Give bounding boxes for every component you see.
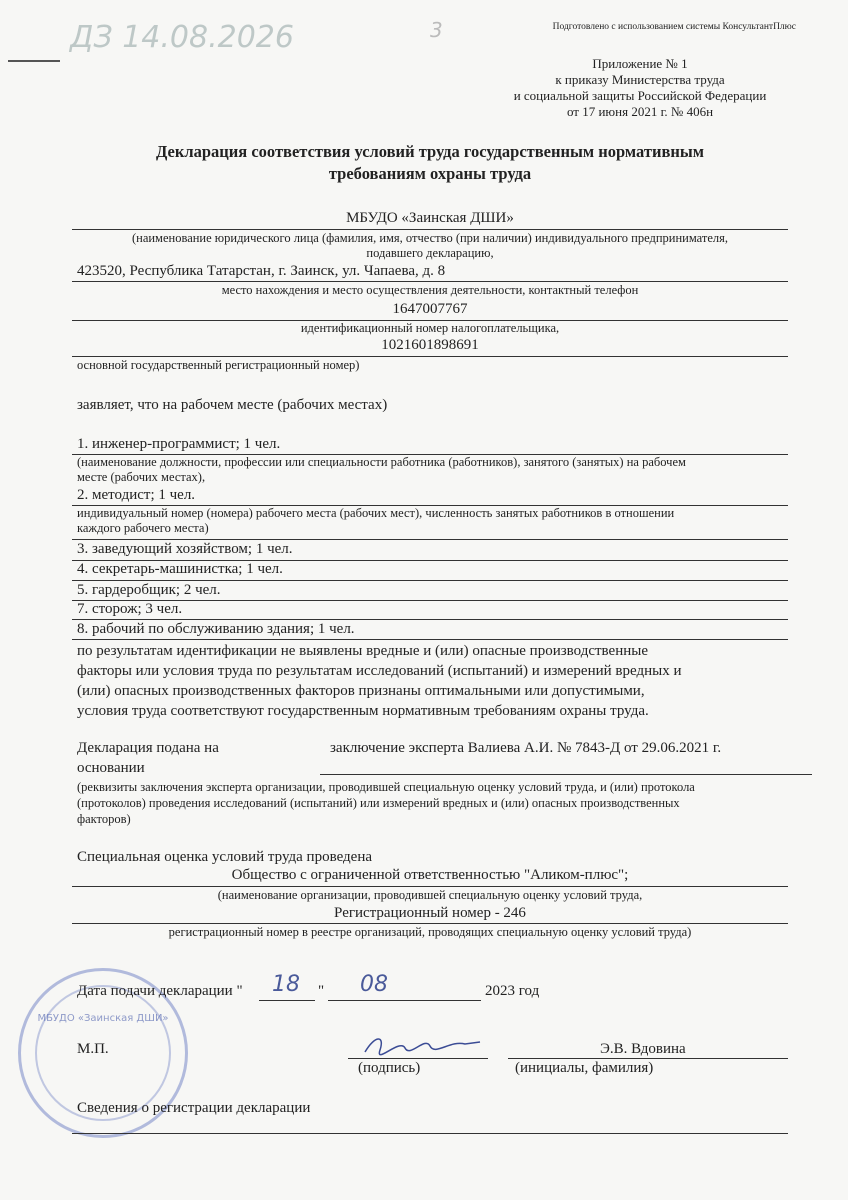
handwritten-date: ДЗ 14.08.2026 xyxy=(70,20,294,55)
workplace-item: 2. методист; 1 чел. xyxy=(77,487,196,503)
workplace-caption-1 xyxy=(77,455,686,485)
result-paragraph xyxy=(77,641,681,721)
basis-value: заключение эксперта Валиева А.И. № 7843-Д от 29.06.2021 г. xyxy=(330,740,722,756)
basis-label: Декларация подана на xyxy=(77,740,219,756)
address-caption: место нахождения и место осуществления деятельности, контактный телефон xyxy=(221,283,639,297)
date-label: Дата подачи декларации " xyxy=(77,983,243,999)
org-name-caption xyxy=(72,231,788,261)
mp-label: М.П. xyxy=(77,1041,109,1057)
workplace-item: 4. секретарь-машинистка; 1 чел. xyxy=(77,561,283,577)
basis-label-2: основании xyxy=(77,760,145,776)
appendix-block xyxy=(490,56,790,120)
ogrn-caption: основной государственный регистрационный номер) xyxy=(77,358,360,372)
sout-org-caption: (наименование организации, проводившей специальную оценку условий труда, xyxy=(217,888,643,902)
caption-line: (реквизиты заключения эксперта организации, проводившей специальную оценку условий труда, и (или) протокола xyxy=(77,780,695,794)
workplace-item: 1. инженер-программист; 1 чел. xyxy=(77,436,281,452)
basis-caption xyxy=(77,779,695,827)
result-line: (или) опасных производственных факторов признаны оптимальными или допустимыми, xyxy=(77,683,645,699)
caption-line: (наименование юридического лица (фамилия, имя, отчество (при наличии) индивидуального предпринимателя, xyxy=(131,231,729,245)
stamp-text: МБУДО «Заинская ДШИ» xyxy=(37,1013,169,1024)
title-line: Декларация соответствия условий труда государственным нормативным xyxy=(155,142,705,161)
result-line: условия труда соответствуют государственным нормативным требованиям охраны труда. xyxy=(77,703,649,719)
declares-text: заявляет, что на рабочем месте (рабочих местах) xyxy=(77,397,388,413)
org-name: МБУДО «Заинская ДШИ» xyxy=(346,210,514,226)
sout-org: Общество с ограниченной ответственностью "Аликом-плюс"; xyxy=(231,867,629,883)
signature xyxy=(355,1030,485,1060)
caption-line: (протоколов) проведения исследований (испытаний) или измерений вредных и (или) опасных производственных xyxy=(77,796,680,810)
inn-caption: идентификационный номер налогоплательщика, xyxy=(300,321,560,335)
date-year: 2023 год xyxy=(485,983,540,999)
workplace-item: 7. сторож; 3 чел. xyxy=(77,601,183,617)
handwritten-mark: 3 xyxy=(430,18,443,42)
workplace-item: 5. гардеробщик; 2 чел. xyxy=(77,582,221,598)
org-inn: 1647007767 xyxy=(392,301,468,317)
caption-line: индивидуальный номер (номера) рабочего места (рабочих мест), численность занятых работников в отношении xyxy=(77,506,675,520)
caption-line: подавшего декларацию, xyxy=(366,246,494,260)
date-quote: " xyxy=(318,983,325,999)
appendix-line: и социальной защиты Российской Федерации xyxy=(513,88,767,103)
caption-line: месте (рабочих местах), xyxy=(77,470,206,484)
signer-name: Э.В. Вдовина xyxy=(600,1041,686,1057)
workplace-item: 3. заведующий хозяйством; 1 чел. xyxy=(77,541,293,557)
result-line: факторы или условия труда по результатам исследований (испытаний) и измерений вредных и xyxy=(77,663,682,679)
registration-label: Сведения о регистрации декларации xyxy=(77,1100,311,1116)
date-month: 08 xyxy=(360,972,388,997)
date-day: 18 xyxy=(272,972,300,997)
sout-reg-caption: регистрационный номер в реестре организаций, проводящих специальную оценку условий труда) xyxy=(168,925,692,939)
sout-label: Специальная оценка условий труда проведена xyxy=(77,849,372,865)
workplace-caption-2 xyxy=(77,506,674,536)
signature-caption: (подпись) xyxy=(358,1060,421,1076)
org-ogrn: 1021601898691 xyxy=(381,337,479,353)
appendix-line: от 17 июня 2021 г. № 406н xyxy=(566,104,714,119)
sout-reg: Регистрационный номер - 246 xyxy=(334,905,526,921)
appendix-line: к приказу Министерства труда xyxy=(555,72,725,87)
title-line: требованиям охраны труда xyxy=(328,164,532,183)
prepared-note: Подготовлено с использованием системы КонсультантПлюс xyxy=(552,22,796,32)
result-line: по результатам идентификации не выявлены вредные и (или) опасные производственные xyxy=(77,643,648,659)
page-title xyxy=(72,141,788,185)
caption-line: каждого рабочего места) xyxy=(77,521,209,535)
name-caption: (инициалы, фамилия) xyxy=(515,1060,654,1076)
caption-line: (наименование должности, профессии или специальности работника (работников), занятого (занятых) на рабочем xyxy=(77,455,686,469)
appendix-line: Приложение № 1 xyxy=(592,56,688,71)
margin-mark xyxy=(8,60,60,62)
caption-line: факторов) xyxy=(77,812,131,826)
org-address: 423520, Республика Татарстан, г. Заинск, ул. Чапаева, д. 8 xyxy=(77,263,446,279)
workplace-item: 8. рабочий по обслуживанию здания; 1 чел. xyxy=(77,621,355,637)
